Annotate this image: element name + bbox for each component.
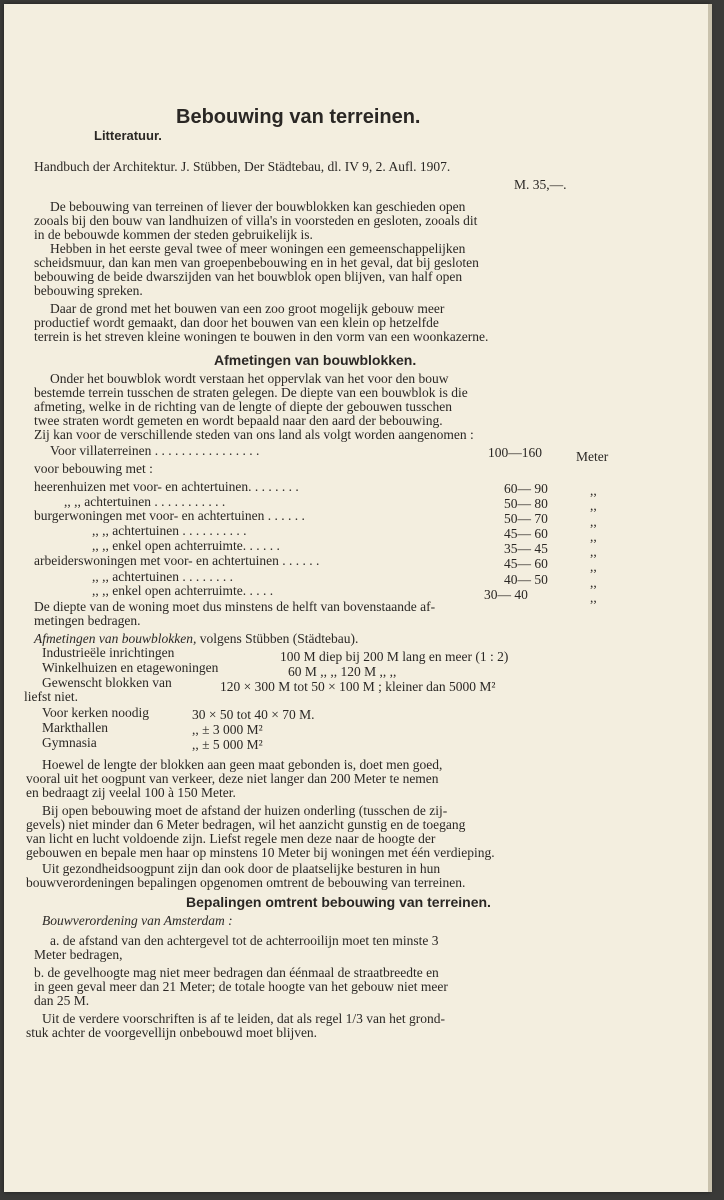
paragraph-line: Bij open bebouwing moet de afstand der huizen onderling (tusschen de zij- [42,803,448,818]
table-unit: ,, [590,498,597,513]
paragraph-line: bebouwing de beide dwarszijden van het bouwblok open blijven, van half open [34,269,463,284]
table-unit: ,, [590,544,597,559]
page-edge-shadow [708,4,712,1192]
table-value: 45— 60 [504,556,548,571]
table-unit: ,, [590,590,597,605]
paragraph-line: Meter bedragen, [34,947,123,962]
stubben-value: 120 × 300 M tot 50 × 100 M ; kleiner dan 5000 M² [220,679,496,694]
table-label: ,, ,, achtertuinen . . . . . . . . . . [92,523,247,538]
paragraph-line: twee straten wordt gemeten en wordt bepaald naar den aard der bebouwing. [34,413,443,428]
paragraph-line: Hebben in het eerste geval twee of meer woningen een gemeenschappelijken [50,241,466,256]
table-label: ,, ,, enkel open achterruimte. . . . . . [92,538,280,553]
paragraph-line: en bedraagt zij veelal 100 à 150 Meter. [26,785,236,800]
table-unit: ,, [590,559,597,574]
paragraph-line: in geen geval meer dan 21 Meter; de totale hoogte van het gebouw niet meer [34,979,448,994]
paragraph-line: Onder het bouwblok wordt verstaan het oppervlak van het voor den bouw [50,371,449,386]
table-label: arbeiderswoningen met voor- en achtertuinen . . . . . . [34,553,320,568]
table-value: 30— 40 [484,587,528,602]
stubben-heading-rest: volgens Stübben (Städtebau). [196,631,359,646]
paragraph-line: Zij kan voor de verschillende steden van ons land als volgt worden aangenomen : [34,427,474,442]
table-label: ,, ,, achtertuinen . . . . . . . . . . . [64,494,226,509]
stubben-heading [34,632,358,646]
paragraph-line: zooals bij den bouw van landhuizen of villa's in voorsteden en gesloten, zooals dit [34,213,478,228]
area-value: ,, ± 3 000 M² [192,722,263,737]
stubben-label: Gewenscht blokken van [42,675,172,690]
table-value: 100—160 [488,445,542,460]
table-label: burgerwoningen met voor- en achtertuinen . . . . . . [34,508,305,523]
paragraph-line: van licht en lucht voldoende zijn. Liefst regele men deze naar de hoogte der [26,831,436,846]
paragraph-line: gebouwen en bepale men haar op minstens 10 Meter bij woningen met één verdieping. [26,845,495,860]
table-label: ,, ,, achtertuinen . . . . . . . . [92,569,233,584]
table-unit: ,, [590,575,597,590]
paragraph-line: Uit de verdere voorschriften is af te leiden, dat als regel 1/3 van het grond- [42,1011,445,1026]
paragraph-line: vooral uit het oogpunt van verkeer, deze niet langer dan 200 Meter te nemen [26,771,439,786]
table-unit: ,, [590,529,597,544]
stubben-value: 60 M ,, ,, 120 M ,, ,, [288,664,397,679]
paragraph-line: Uit gezondheidsoogpunt zijn dan ook door de plaatselijke besturen in hun [42,861,441,876]
area-value: 30 × 50 tot 40 × 70 M. [192,707,315,722]
area-label: Voor kerken noodig [42,705,149,720]
paragraph-line: productief wordt gemaakt, dan door het bouwen van een klein op hetzelfde [34,315,439,330]
table-value: 40— 50 [504,572,548,587]
amsterdam-heading-text: Bouwverordening van Amsterdam : [42,913,233,928]
page-title: Bebouwing van terreinen. [176,106,421,128]
page [4,4,710,1192]
paragraph-line: b. de gevelhoogte mag niet meer bedragen dan éénmaal de straatbreedte en [34,965,439,980]
table-unit: Meter [576,449,609,464]
table-label: heerenhuizen met voor- en achtertuinen. . . . . . . . [34,479,299,494]
table-value: 35— 45 [504,541,548,556]
stubben-label: Winkelhuizen en etagewoningen [42,660,219,675]
table-label: voor bebouwing met : [34,461,153,476]
table-label: Voor villaterreinen . . . . . . . . . . . . . . . . [50,443,260,458]
paragraph-line: gevels) niet minder dan 6 Meter bedragen, wil het aanzicht gunstig en de toegang [26,817,466,832]
paragraph-line: stuk achter de voorgevellijn onbebouwd moet blijven. [26,1025,318,1040]
area-value: ,, ± 5 000 M² [192,737,263,752]
paragraph-line: bestemde terrein tusschen de straten gelegen. De diepte van een bouwblok is die [34,385,468,400]
paragraph-line: metingen bedragen. [34,613,141,628]
paragraph-line: scheidsmuur, dan kan men van groepenbebouwing en in het geval, dat bij gesloten [34,255,479,270]
paragraph-line: De bebouwing van terreinen of liever der bouwblokken kan geschieden open [50,199,466,214]
table-label: ,, ,, enkel open achterruimte. . . . . [92,583,274,598]
area-label: Markthallen [42,720,108,735]
paragraph-line: De diepte van de woning moet dus minstens de helft van bovenstaande af- [34,599,436,614]
paragraph-line: Hoewel de lengte der blokken aan geen maat gebonden is, doet men goed, [42,757,443,772]
paragraph-line: afmeting, welke in de richting van de lengte of diepte der gebouwen tusschen [34,399,452,414]
paragraph-line: a. de afstand van den achtergevel tot de achterrooilijn moet ten minste 3 [50,933,439,948]
stubben-label: Industrieële inrichtingen [42,645,175,660]
stubben-heading-italic: Afmetingen van bouwblokken, [34,631,197,646]
reference-line: Handbuch der Architektur. J. Stübben, Der Städtebau, dl. IV 9, 2. Aufl. 1907. [34,159,451,174]
paragraph-line: bebouwing spreken. [34,283,143,298]
paragraph-line: Daar de grond met het bouwen van een zoo groot mogelijk gebouw meer [50,301,445,316]
paragraph-line: terrein is het streven kleine woningen te bouwen in den vorm van een woonkazerne. [34,329,489,344]
amsterdam-heading [42,914,233,928]
section-heading: Afmetingen van bouwblokken. [214,352,417,368]
stubben-value: 100 M diep bij 200 M lang en meer (1 : 2) [280,649,509,664]
area-label: Gymnasia [42,735,97,750]
paragraph-line: bouwverordeningen bepalingen opgenomen omtrent de bebouwing van terreinen. [26,875,466,890]
paragraph-line: liefst niet. [24,689,78,704]
section-heading: Bepalingen omtrent bebouwing van terreinen. [186,894,491,910]
reference-line: M. 35,—. [514,177,567,192]
table-value: 45— 60 [504,526,548,541]
table-unit: ,, [590,514,597,529]
paragraph-line: dan 25 M. [34,993,90,1008]
paragraph-line: in de bebouwde kommen der steden gebruikelijk is. [34,227,313,242]
litteratuur-heading: Litteratuur. [94,128,162,143]
table-value: 50— 70 [504,511,548,526]
table-unit: ,, [590,483,597,498]
table-value: 60— 90 [504,481,548,496]
table-value: 50— 80 [504,496,548,511]
